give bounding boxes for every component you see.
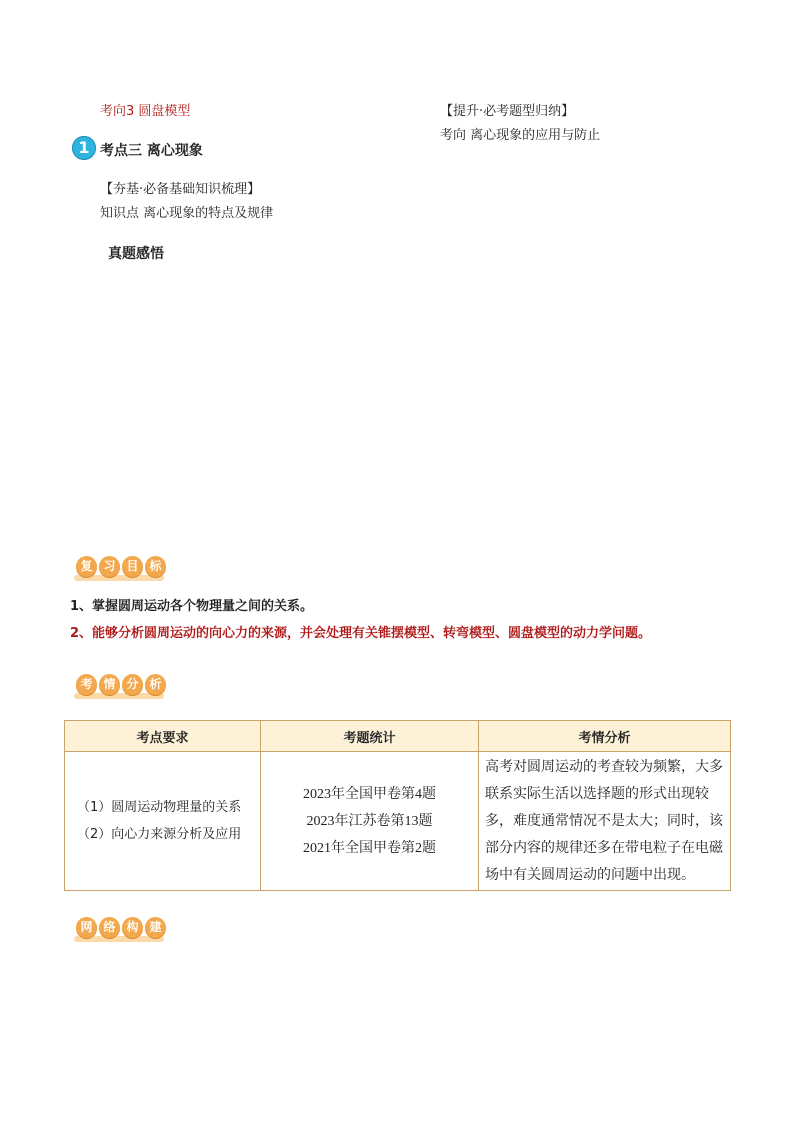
table-header-row: [65, 721, 731, 752]
fuxi-tag-char: 习: [99, 556, 120, 577]
fuxi-tag-char: 标: [145, 556, 166, 577]
table-header-cell: 考题统计: [261, 721, 479, 752]
zhishidian-line: 知识点 离心现象的特点及规律: [100, 206, 274, 221]
hangji-heading: 【夯基·必备基础知识梳理】: [100, 182, 261, 197]
kaoxiang-line: 考向 离心现象的应用与防止: [440, 128, 601, 143]
requirement-item: （2）向心力来源分析及应用: [77, 827, 242, 842]
tisheng-heading: 【提升·必考题型归纳】: [440, 104, 575, 119]
stats-cell: [261, 752, 479, 891]
analysis-cell: 高考对圆周运动的考查较为频繁，大多联系实际生活以选择题的形式出现较多，难度通常情况不是太大；同时，该部分内容的规律还多在带电粒子在电磁场中有关圆周运动的问题中出现。: [479, 752, 731, 891]
section-number-circle: 1: [72, 136, 96, 160]
stat-item: 2023年江苏卷第13题: [306, 813, 433, 829]
kaoqing-tag-char: 分: [122, 674, 143, 695]
wangluo-tag: [76, 917, 166, 938]
requirements-cell: [65, 752, 261, 891]
kaoqing-table: [64, 720, 731, 891]
fuxi-tag: [76, 556, 166, 577]
fuxi-tag-char: 复: [76, 556, 97, 577]
zhenti-heading: 真题感悟: [108, 246, 164, 262]
stat-item: 2023年全国甲卷第4题: [303, 786, 436, 802]
kaoqing-tag: [76, 674, 166, 695]
requirement-item: （1）圆周运动物理量的关系: [77, 800, 242, 815]
goal-item-1: 1、掌握圆周运动各个物理量之间的关系。: [70, 599, 314, 614]
kaoxiang3-title: 考向3 圆盘模型: [100, 104, 191, 119]
fuxi-tag-char: 目: [122, 556, 143, 577]
kaoqing-tag-char: 考: [76, 674, 97, 695]
stat-item: 2021年全国甲卷第2题: [303, 840, 436, 856]
kaoqing-tag-char: 析: [145, 674, 166, 695]
wangluo-tag-char: 构: [122, 917, 143, 938]
table-row: [65, 752, 731, 891]
table-header-cell: 考情分析: [479, 721, 731, 752]
table-header-cell: 考点要求: [65, 721, 261, 752]
kaoqing-tag-char: 情: [99, 674, 120, 695]
wangluo-tag-char: 络: [99, 917, 120, 938]
wangluo-tag-char: 建: [145, 917, 166, 938]
wangluo-tag-char: 网: [76, 917, 97, 938]
kaodian-title: 考点三 离心现象: [100, 143, 203, 159]
goal-item-2: 2、能够分析圆周运动的向心力的来源，并会处理有关锥摆模型、转弯模型、圆盘模型的动力学问题。: [70, 626, 652, 641]
